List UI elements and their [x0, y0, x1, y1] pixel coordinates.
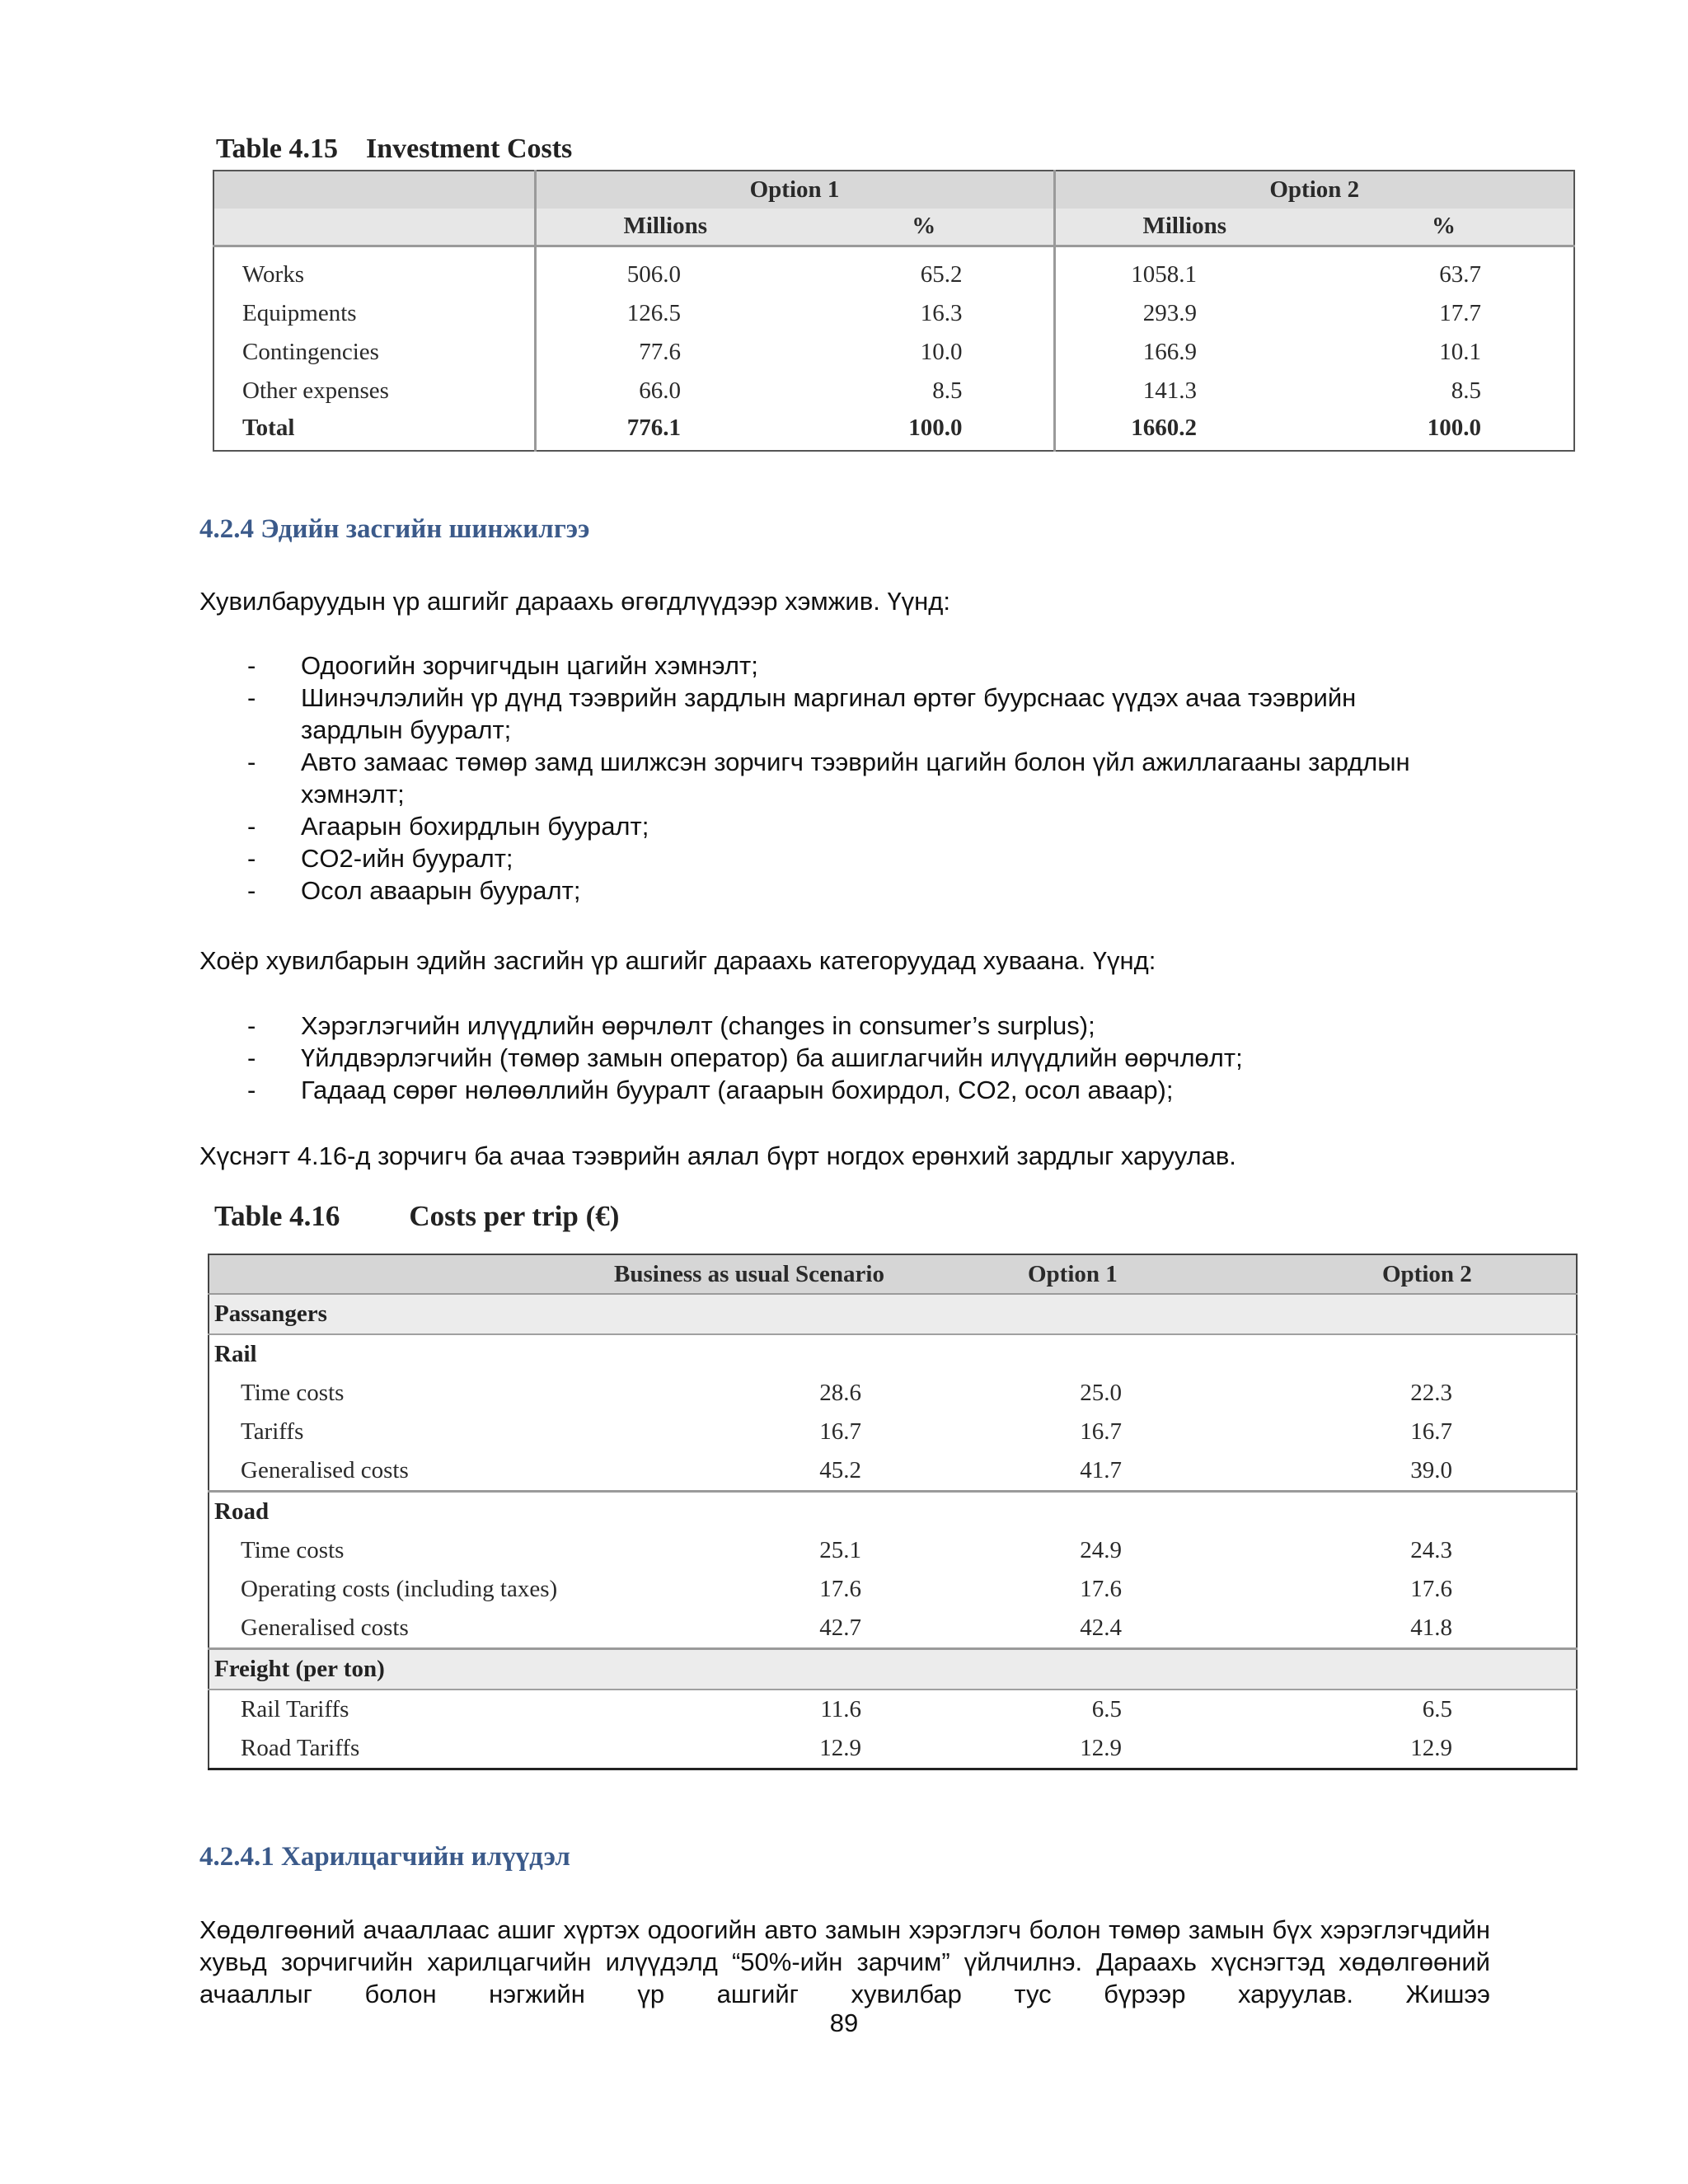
- cell-value: 66.0: [535, 372, 795, 410]
- total-value: 776.1: [535, 410, 795, 451]
- row-label: Works: [242, 260, 304, 288]
- row-label: Contingencies: [242, 338, 379, 365]
- row-label: Time costs: [241, 1537, 345, 1563]
- cell-value: 8.5: [1451, 377, 1481, 404]
- cell-value: 16.3: [920, 299, 963, 326]
- table-415-subheader-row: [213, 209, 1574, 246]
- row-label: Other expenses: [242, 377, 389, 404]
- list-item: - Үйлдвэрлэгчийн (төмөр замын оператор) ба ашиглагчийн илүүдлийн өөрчлөлт;: [199, 1042, 1490, 1074]
- cell-value: 41.7: [1080, 1457, 1122, 1483]
- list-item: - Агаарын бохирдлын бууралт;: [199, 810, 1490, 842]
- section-heading-4-2-4: 4.2.4 Эдийн засгийн шинжилгээ: [199, 514, 590, 544]
- subgroup-label: Road: [209, 1492, 1577, 1532]
- cell-value: 39.0: [1410, 1457, 1452, 1483]
- subgroup-row-rail: [209, 1334, 1577, 1374]
- table-416-corner: [209, 1254, 604, 1294]
- section-heading-4-2-4-1: 4.2.4.1 Харилцагчийн илүүдэл: [199, 1842, 570, 1872]
- cell-value: 28.6: [819, 1380, 861, 1406]
- option-1-millions-header: Millions: [535, 209, 795, 246]
- table-415-header-row: [213, 171, 1574, 209]
- cell-value: 41.8: [1410, 1615, 1452, 1641]
- option-2-header: Option 2: [1054, 171, 1574, 209]
- cell-value: 17.6: [1410, 1576, 1452, 1602]
- cell-value: 45.2: [819, 1457, 861, 1483]
- total-row: [213, 410, 1574, 451]
- benefit-categories-list: [199, 1010, 1490, 1106]
- option-1-header: Option 1: [535, 171, 1054, 209]
- table-row: [209, 1413, 1577, 1451]
- row-label: Operating costs (including taxes): [241, 1576, 558, 1602]
- cell-value: 12.9: [1080, 1735, 1122, 1761]
- cell-value: 22.3: [1410, 1380, 1452, 1406]
- intro-paragraph: Хувилбаруудын үр ашгийг дараахь өгөгдлүүдээр хэмжив. Үүнд:: [199, 587, 951, 616]
- table-row: [213, 372, 1574, 410]
- subgroup-row-road: [209, 1492, 1577, 1532]
- group-label: Freight (per ton): [209, 1649, 1577, 1690]
- table-415-caption-number: Table 4.15: [216, 134, 339, 164]
- row-label: Equipments: [242, 299, 357, 326]
- cell-value: 10.0: [920, 338, 963, 365]
- categories-paragraph: Хоёр хувилбарын эдийн засгийн үр ашгийг дараахь категоруудад хуваана. Үүнд:: [199, 946, 1156, 975]
- cell-value: 506.0: [535, 246, 795, 294]
- row-label: Generalised costs: [241, 1457, 409, 1483]
- list-item: - CO2-ийн бууралт;: [199, 842, 1490, 874]
- list-item: - Шинэчлэлийн үр дүнд тээврийн зардлын маргинал өртөг буурснаас үүдэх ачаа тээврийн зардлын бууралт;: [199, 682, 1490, 746]
- cell-value: 25.1: [819, 1537, 861, 1563]
- cell-value: 16.7: [1410, 1418, 1452, 1445]
- cell-value: 17.6: [819, 1576, 861, 1602]
- cell-value: 17.7: [1439, 299, 1481, 326]
- consumer-surplus-paragraph: Хөдөлгөөний ачааллаас ашиг хүртэх одоогийн авто замын хэрэглэгч болон төмөр замын бүх хэрэглэгчдийн хувьд зорчигчийн харилцагчийн илүүдэлд “50%-ийн зарчим” үйлчилнэ. Дараахь хүснэгтэд хөдөлгөөний ачааллыг болон нэгжийн үр ашгийг хувилбар тус бүрээр харуулав. Жишээ: [199, 1915, 1490, 2008]
- cell-value: 16.7: [819, 1418, 861, 1445]
- table-416-intro-paragraph: Хүснэгт 4.16-д зорчигч ба ачаа тээврийн аялал бүрт ногдох ерөнхий зардлыг харуулав.: [199, 1141, 1236, 1170]
- table-row: [209, 1729, 1577, 1769]
- cell-value: 166.9: [1054, 333, 1314, 372]
- group-row-freight: [209, 1649, 1577, 1690]
- table-416-header-row: [209, 1254, 1577, 1294]
- page-number: 89: [829, 2008, 859, 2037]
- cell-value: 16.7: [1080, 1418, 1122, 1445]
- investment-costs-table: [213, 170, 1575, 452]
- total-value: 100.0: [1427, 415, 1481, 441]
- table-416-caption: [214, 1200, 619, 1233]
- row-label: Generalised costs: [241, 1615, 409, 1641]
- row-label: Time costs: [241, 1380, 345, 1406]
- table-415-corner: [213, 171, 535, 209]
- total-label: Total: [242, 415, 295, 441]
- list-item: - Авто замаас төмөр замд шилжсэн зорчигч тээврийн цагийн болон үйл ажиллагааны зардлын хэмнэлт;: [199, 746, 1490, 810]
- table-row: [213, 294, 1574, 333]
- table-row: [213, 333, 1574, 372]
- cell-value: 42.7: [819, 1615, 861, 1641]
- group-label: Passangers: [209, 1294, 1577, 1334]
- group-row-passangers: [209, 1294, 1577, 1334]
- subgroup-label: Rail: [214, 1341, 257, 1367]
- list-item: - Хэрэглэгчийн илүүдлийн өөрчлөлт (changes in consumer’s surplus);: [199, 1010, 1490, 1042]
- cell-value: 1058.1: [1054, 246, 1314, 294]
- table-row: [213, 246, 1574, 294]
- row-label: Rail Tariffs: [241, 1696, 349, 1722]
- row-label: Road Tariffs: [241, 1735, 360, 1761]
- cell-value: 8.5: [932, 377, 963, 404]
- cell-value: 293.9: [1054, 294, 1314, 333]
- table-row: [209, 1570, 1577, 1609]
- benefit-measures-list: [199, 649, 1490, 907]
- costs-per-trip-table: [208, 1254, 1578, 1770]
- list-item: - Гадаад сөрөг нөлөөллийн бууралт (агаарын бохирдол, CO2, осол аваар);: [199, 1074, 1490, 1106]
- total-value: 100.0: [908, 415, 963, 441]
- table-415-caption-title: Investment Costs: [366, 134, 573, 164]
- row-label: Tariffs: [241, 1418, 304, 1445]
- bau-header: Business as usual Scenario: [614, 1260, 884, 1287]
- cell-value: 63.7: [1439, 260, 1481, 288]
- option-1-percent-header: %: [912, 213, 936, 240]
- cell-value: 24.9: [1080, 1537, 1122, 1563]
- cell-value: 126.5: [535, 294, 795, 333]
- option-2-header: Option 2: [1382, 1260, 1472, 1287]
- list-item: - Одоогийн зорчигчдын цагийн хэмнэлт;: [199, 649, 1490, 682]
- cell-value: 141.3: [1054, 372, 1314, 410]
- table-row: [209, 1609, 1577, 1649]
- table-416-caption-number: Table 4.16: [214, 1200, 340, 1232]
- table-415-caption: [216, 134, 572, 165]
- option-2-percent-header: %: [1432, 213, 1456, 240]
- cell-value: 24.3: [1410, 1537, 1452, 1563]
- option-1-header: Option 1: [1028, 1260, 1118, 1287]
- total-value: 1660.2: [1054, 410, 1314, 451]
- cell-value: 65.2: [920, 260, 963, 288]
- cell-value: 12.9: [819, 1735, 861, 1761]
- list-item: - Осол аваарын бууралт;: [199, 874, 1490, 907]
- cell-value: 25.0: [1080, 1380, 1122, 1406]
- cell-value: 17.6: [1080, 1576, 1122, 1602]
- cell-value: 42.4: [1080, 1615, 1122, 1641]
- table-415-subheader-blank: [213, 209, 535, 246]
- cell-value: 10.1: [1439, 338, 1481, 365]
- table-row: [209, 1451, 1577, 1492]
- cell-value: 6.5: [1422, 1696, 1452, 1722]
- table-row: [209, 1531, 1577, 1570]
- option-2-millions-header: Millions: [1054, 209, 1314, 246]
- table-416-caption-title: Costs per trip (€): [409, 1200, 620, 1232]
- cell-value: 6.5: [1091, 1696, 1122, 1722]
- cell-value: 12.9: [1410, 1735, 1452, 1761]
- cell-value: 77.6: [535, 333, 795, 372]
- table-row: [209, 1374, 1577, 1413]
- cell-value: 11.6: [820, 1696, 861, 1722]
- table-row: [209, 1690, 1577, 1729]
